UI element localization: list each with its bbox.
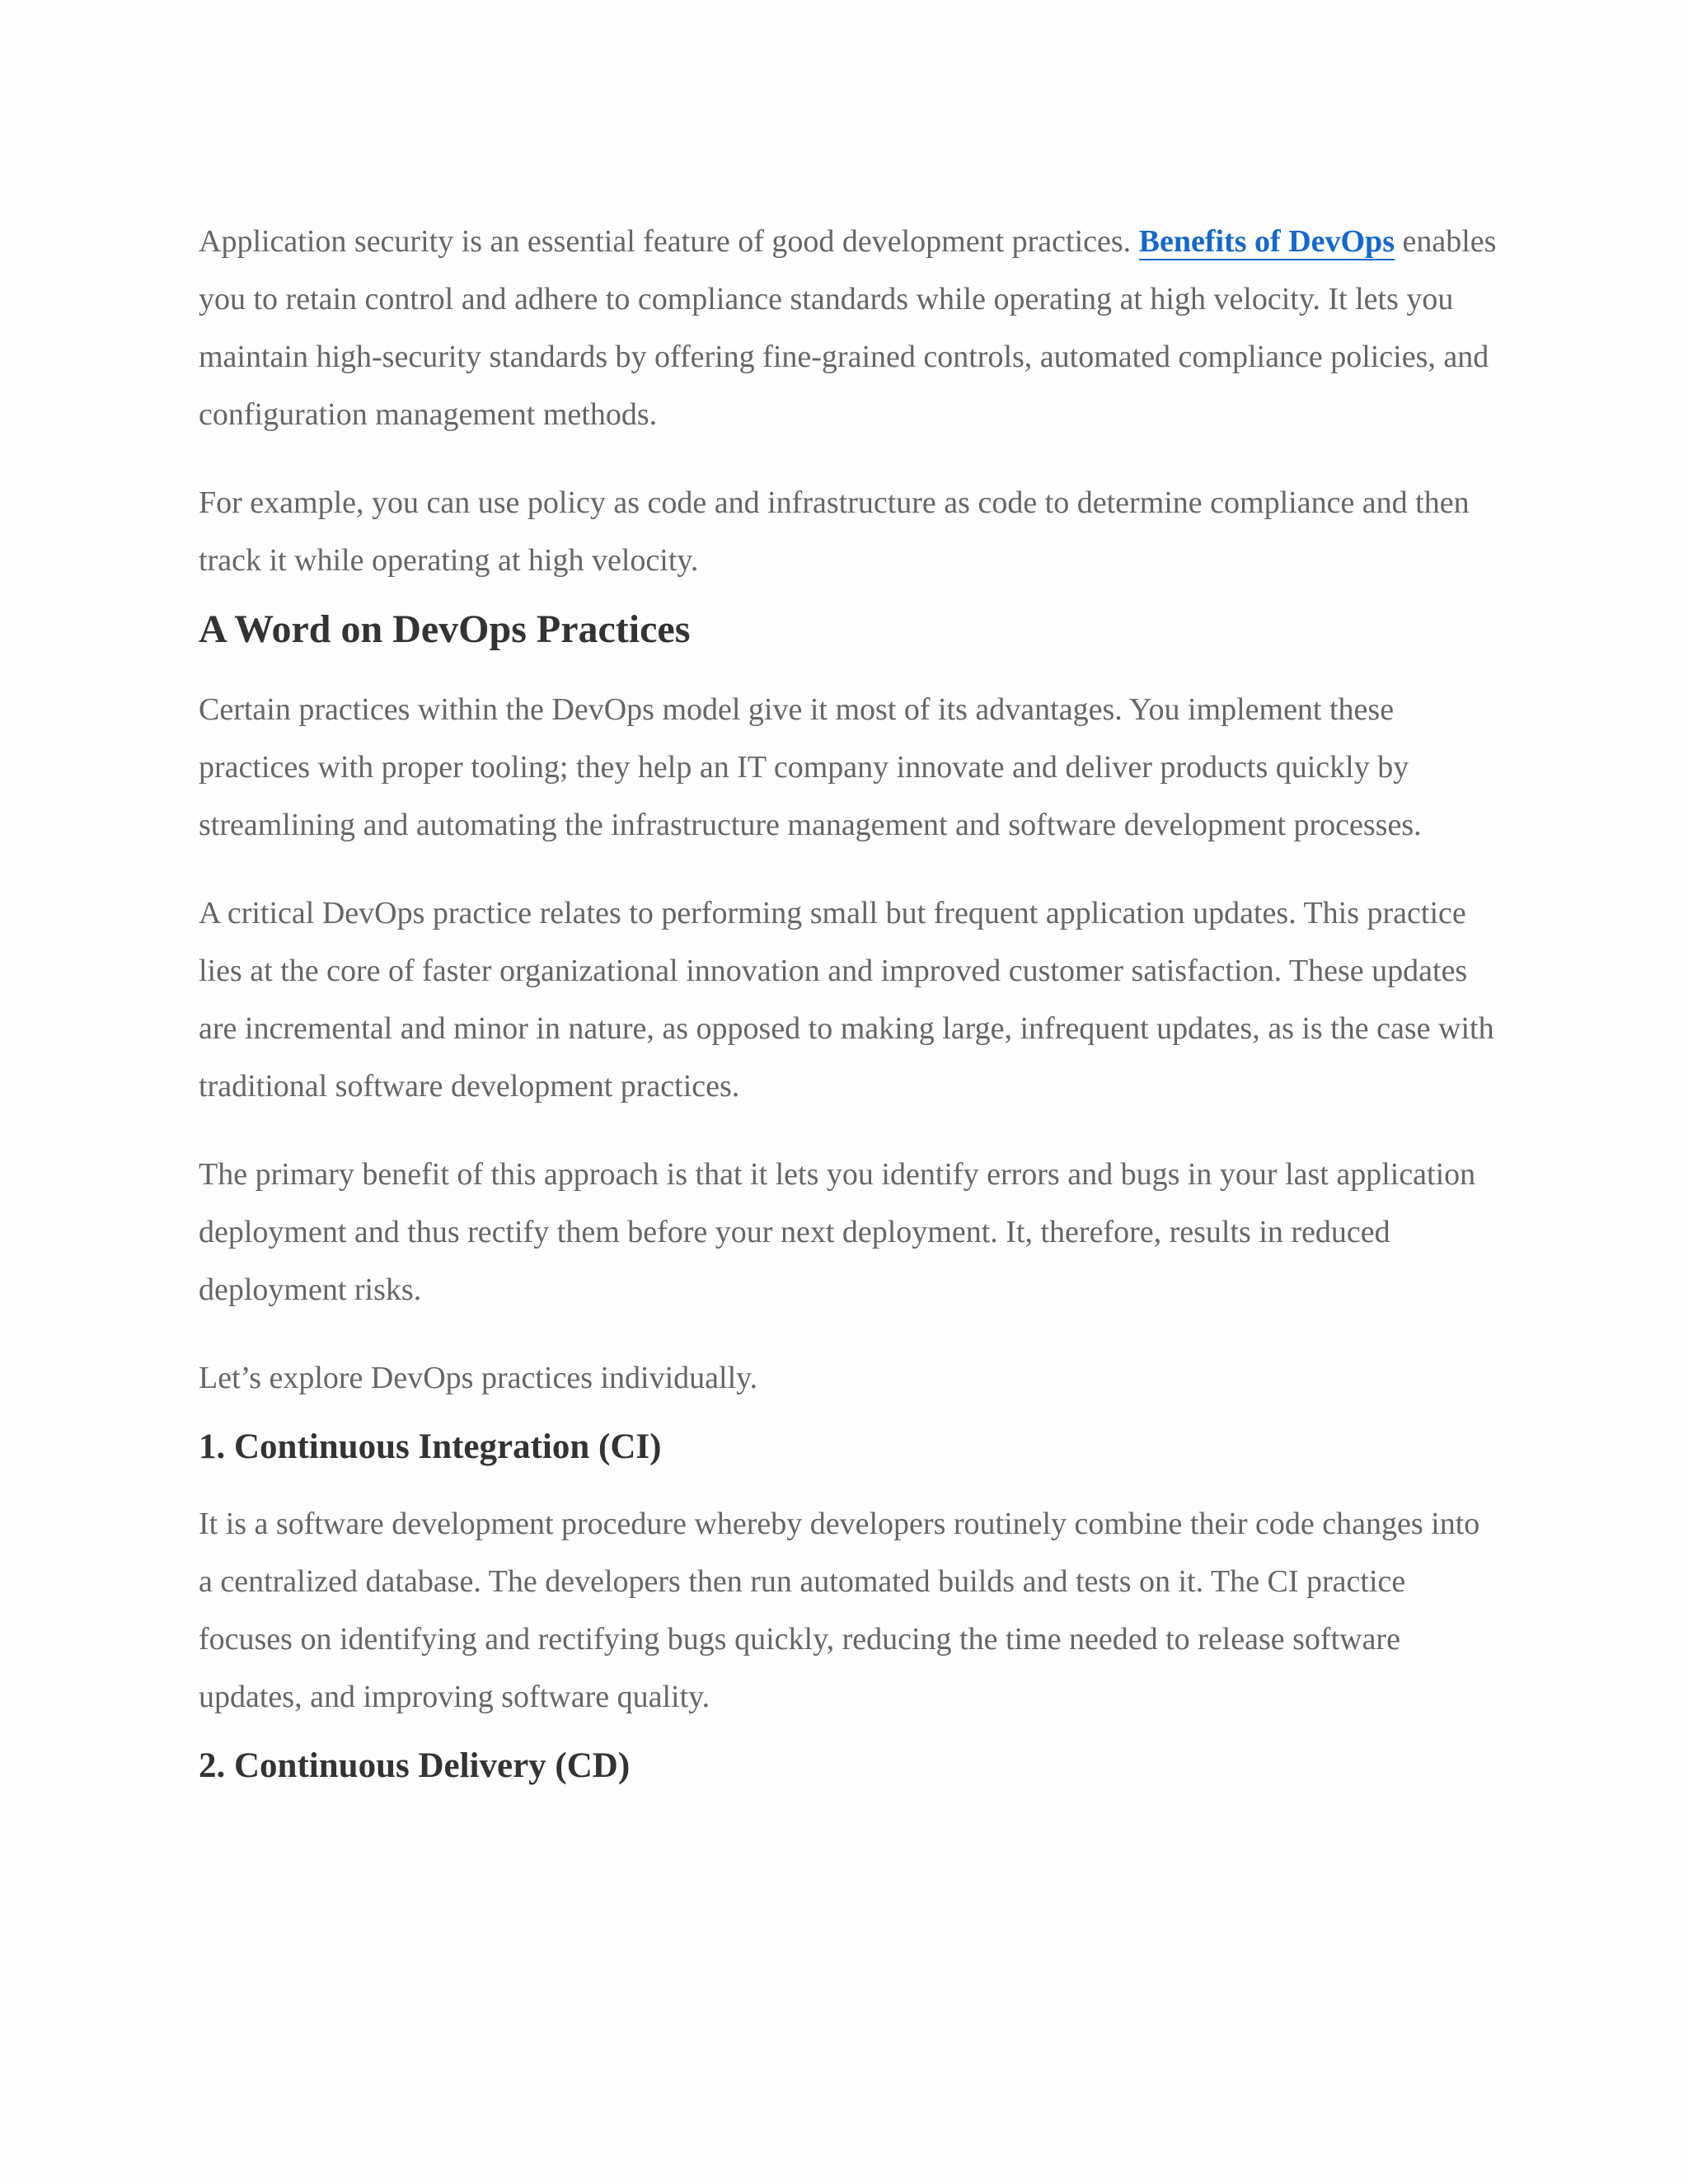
heading-continuous-integration: 1. Continuous Integration (CI) bbox=[199, 1427, 662, 1466]
paragraph-application-security bbox=[199, 213, 1501, 443]
paragraph-ci-description: It is a software development procedure whereby developers routinely combine their code changes into a centralized database. The developers then run automated builds and tests on it. The CI practice focuses on identifying and rectifying bugs quickly, reducing the time needed to release software updates, and improving software quality. bbox=[199, 1507, 1480, 1714]
paragraph-text: enables you to retain control and adhere to compliance standards while operating at high velocity. It lets you maintain high-security standards by offering fine-grained controls, automated compliance policies, and configuration management methods. bbox=[199, 224, 1497, 432]
paragraph-policy-as-code: For example, you can use policy as code and infrastructure as code to determine compliance and then track it while operating at high velocity. bbox=[199, 485, 1470, 578]
paragraph-explore-practices: Let’s explore DevOps practices individually. bbox=[199, 1361, 758, 1395]
heading-devops-practices: A Word on DevOps Practices bbox=[199, 607, 691, 651]
paragraph-primary-benefit: The primary benefit of this approach is that it lets you identify errors and bugs in your last application deployment and thus rectify them before your next deployment. It, therefore, results in reduced deployment risks. bbox=[199, 1157, 1476, 1307]
benefits-of-devops-link[interactable]: Benefits of DevOps bbox=[1138, 224, 1395, 259]
heading-continuous-delivery: 2. Continuous Delivery (CD) bbox=[199, 1746, 631, 1785]
paragraph-certain-practices: Certain practices within the DevOps model give it most of its advantages. You implement these practices with proper tooling; they help an IT company innovate and deliver products quickly by streamlining and automating the infrastructure management and software development processes. bbox=[199, 692, 1422, 842]
document-content bbox=[199, 213, 1501, 1814]
paragraph-text: Application security is an essential feature of good development practices. bbox=[199, 224, 1139, 259]
paragraph-critical-practice: A critical DevOps practice relates to performing small but frequent application updates. This practice lies at the core of faster organizational innovation and improved customer satisfaction. These updates are incremental and minor in nature, as opposed to making large, infrequent updates, as is the case with traditional software development practices. bbox=[199, 896, 1494, 1104]
